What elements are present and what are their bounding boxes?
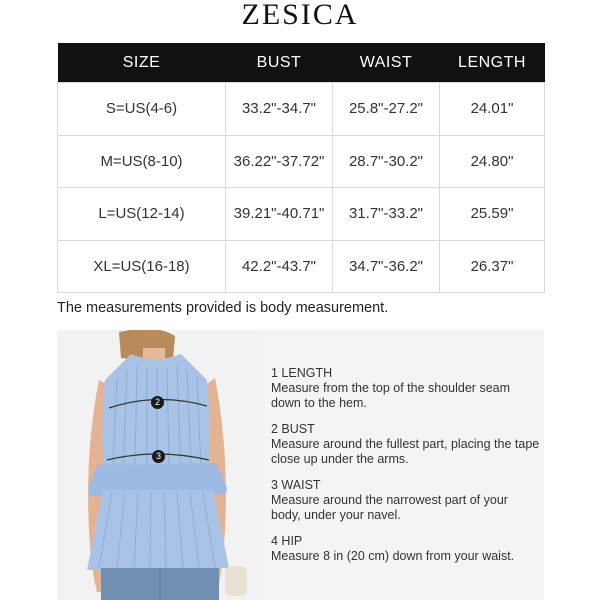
length-cell: 26.37" bbox=[440, 240, 545, 293]
instruction-text: Measure from the top of the shoulder seam down to the hem. bbox=[271, 381, 511, 410]
table-row bbox=[58, 240, 545, 293]
model-illustration bbox=[57, 330, 260, 600]
instruction-text: Measure 8 in (20 cm) down from your waist. bbox=[271, 549, 515, 563]
waist-marker: 3 bbox=[152, 450, 165, 463]
instruction-title: 3 WAIST bbox=[271, 478, 321, 492]
instruction-text: Measure around the narrowest part of your body, under your navel. bbox=[271, 493, 508, 522]
brand-logo: ZESICA bbox=[241, 0, 359, 31]
size-cell: L=US(12-14) bbox=[58, 188, 226, 241]
instruction-bust bbox=[271, 422, 541, 467]
table-row bbox=[58, 188, 545, 241]
header-waist: WAIST bbox=[333, 43, 440, 83]
length-cell: 24.01" bbox=[440, 83, 545, 136]
table-header-row bbox=[58, 43, 545, 83]
bust-marker: 2 bbox=[151, 396, 164, 409]
bust-cell: 36.22"-37.72" bbox=[226, 135, 333, 188]
measurement-guide-panel bbox=[57, 330, 544, 600]
table-row bbox=[58, 135, 545, 188]
length-cell: 25.59" bbox=[440, 188, 545, 241]
bust-cell: 42.2"-43.7" bbox=[226, 240, 333, 293]
instruction-waist bbox=[271, 478, 541, 523]
size-chart-table bbox=[57, 43, 545, 293]
waist-cell: 28.7"-30.2" bbox=[333, 135, 440, 188]
bust-cell: 33.2"-34.7" bbox=[226, 83, 333, 136]
waist-cell: 25.8"-27.2" bbox=[333, 83, 440, 136]
model-photo bbox=[57, 330, 260, 600]
header-length: LENGTH bbox=[440, 43, 545, 83]
instruction-title: 1 LENGTH bbox=[271, 366, 333, 380]
size-cell: S=US(4-6) bbox=[58, 83, 226, 136]
instruction-hip bbox=[271, 534, 541, 564]
instruction-text: Measure around the fullest part, placing the tape close up under the arms. bbox=[271, 437, 540, 466]
header-size: SIZE bbox=[58, 43, 226, 83]
size-cell: XL=US(16-18) bbox=[58, 240, 226, 293]
size-cell: M=US(8-10) bbox=[58, 135, 226, 188]
instruction-length bbox=[271, 366, 541, 411]
table-row bbox=[58, 83, 545, 136]
waist-cell: 31.7"-33.2" bbox=[333, 188, 440, 241]
measurement-note: The measurements provided is body measurement. bbox=[57, 300, 389, 316]
header-bust: BUST bbox=[226, 43, 333, 83]
measurement-instructions bbox=[271, 366, 541, 575]
instruction-title: 2 BUST bbox=[271, 422, 315, 436]
waist-cell: 34.7"-36.2" bbox=[333, 240, 440, 293]
instruction-title: 4 HIP bbox=[271, 534, 303, 548]
bust-cell: 39.21"-40.71" bbox=[226, 188, 333, 241]
length-cell: 24.80" bbox=[440, 135, 545, 188]
